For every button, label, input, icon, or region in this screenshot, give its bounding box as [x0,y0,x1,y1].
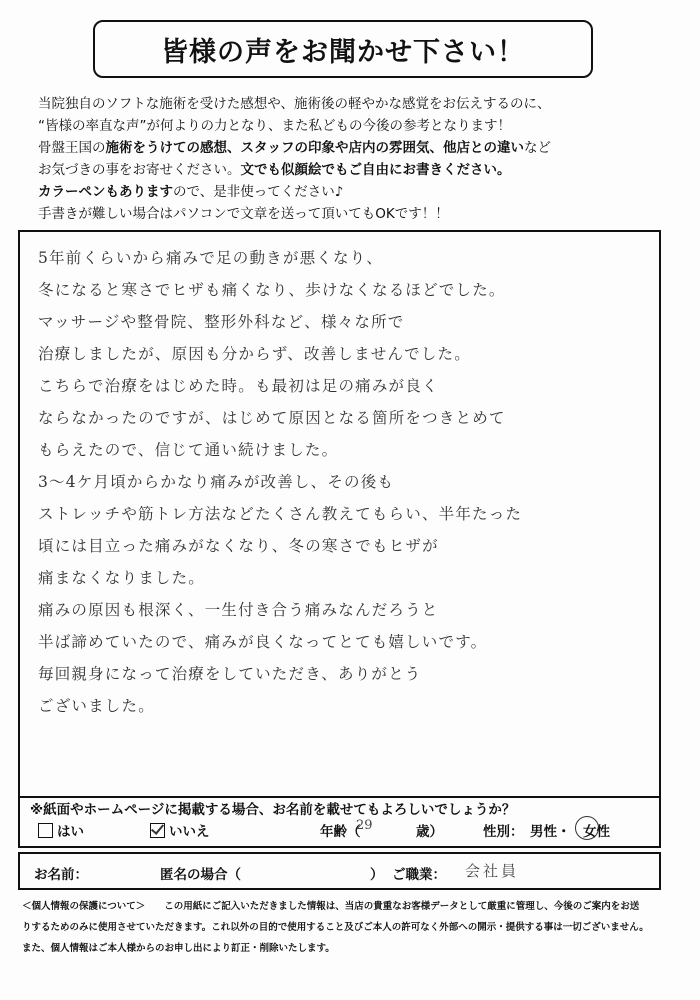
consent-no-option[interactable] [150,820,210,840]
testimonial-line: 冬になると寒さでヒザも痛くなり、歩けなくなるほどでした。 [38,281,506,299]
age-label: 年齢（ [320,824,361,840]
age-value[interactable]: 29 [356,818,373,833]
privacy-notice [22,896,672,959]
no-checkbox[interactable] [150,823,165,838]
privacy-line: りするためのみに使用させていただきます。これ以外の目的で使用すること及びご本人の許可なく外部への開示・提供する事は一切ございません。 [22,922,649,933]
testimonial-line: 痛みの原因も根深く、一生付き合う痛みなんだろうと [38,601,439,619]
testimonial-line: 3～4ケ月頃からかなり痛みが改善し、その後も [38,473,395,491]
privacy-line: また、個人情報はご本人様からのお申し出により訂正・削除いたします。 [22,943,335,954]
testimonial-line: ございました。 [38,697,155,715]
intro-line: 当院独自のソフトな施術を受けた感想や、施術後の軽やかな感覚をお伝えするのに、 [38,96,551,112]
name-label: お名前： [34,867,88,883]
anonymous-close-paren: ） [370,867,384,883]
testimonial-text [38,242,658,722]
testimonial-line: 痛まなくなりました。 [38,569,206,587]
occupation-label: ご職業： [392,867,446,883]
intro-line: カラーペンもありますので、是非使ってください♪ [38,184,344,200]
privacy-line: ＜個人情報の保護について＞ この用紙にご記入いただきました情報は、当店の貴重なお客様データとして厳重に管理し、今後のご案内をお送 [22,901,640,912]
testimonial-line: ならなかったのですが、はじめて原因となる箇所をつきとめて [38,409,506,427]
sex-label: 性別： [483,824,524,840]
testimonial-line: 頃には目立った痛みがなくなり、冬の寒さでもヒザが [38,537,439,555]
consent-section [18,798,661,848]
sex-female-option[interactable]: 女性 [583,824,610,840]
testimonial-line: こちらで治療をはじめた時。も最初は足の痛みが良く [38,377,439,395]
sex-male-option[interactable]: 男性・ [530,824,571,840]
yes-label: はい [57,824,84,840]
testimonial-line: 毎回親身になって治療をしていただき、ありがとう [38,665,422,683]
testimonial-line: 半ば諦めていたので、痛みが良くなってとても嬉しいです。 [38,633,488,651]
testimonial-line: マッサージや整骨院、整形外科など、様々な所で [38,313,405,331]
page-title: 皆様の声をお聞かせ下さい！ [93,20,593,78]
consent-yes-option[interactable] [38,820,84,840]
intro-text [38,93,670,225]
age-unit: 歳） [416,824,443,840]
yes-checkbox[interactable] [38,823,53,838]
intro-line: 骨盤王国の施術をうけての感想、スタッフの印象や店内の雰囲気、他店との違いなど [38,140,551,156]
consent-options [38,820,648,842]
intro-line: 手書きが難しい場合はパソコンで文章を送って頂いてもOKです！！ [38,206,449,222]
no-label: いいえ [169,824,210,840]
intro-line: お気づきの事をお寄せください。文でも似顔絵でもご自由にお書きください。 [38,162,511,178]
consent-question: ※紙面やホームページに掲載する場合、お名前を載せてもよろしいでしょうか？ [30,802,516,818]
testimonial-line: ストレッチや筋トレ方法などたくさん教えてもらい、半年たった [38,505,523,523]
testimonial-line: 治療しましたが、原因も分からず、改善しませんでした。 [38,345,471,363]
testimonial-line: もらえたので、信じて通い続けました。 [38,441,339,459]
identity-section [18,852,661,890]
intro-line: “皆様の率直な声”が何よりの力となり、また私どもの今後の参考となります！ [38,118,511,134]
testimonial-line: 5年前くらいから痛みで足の動きが悪くなり、 [38,249,384,267]
occupation-value[interactable]: 会社員 [465,862,520,880]
anonymous-label: 匿名の場合（ [160,867,241,883]
